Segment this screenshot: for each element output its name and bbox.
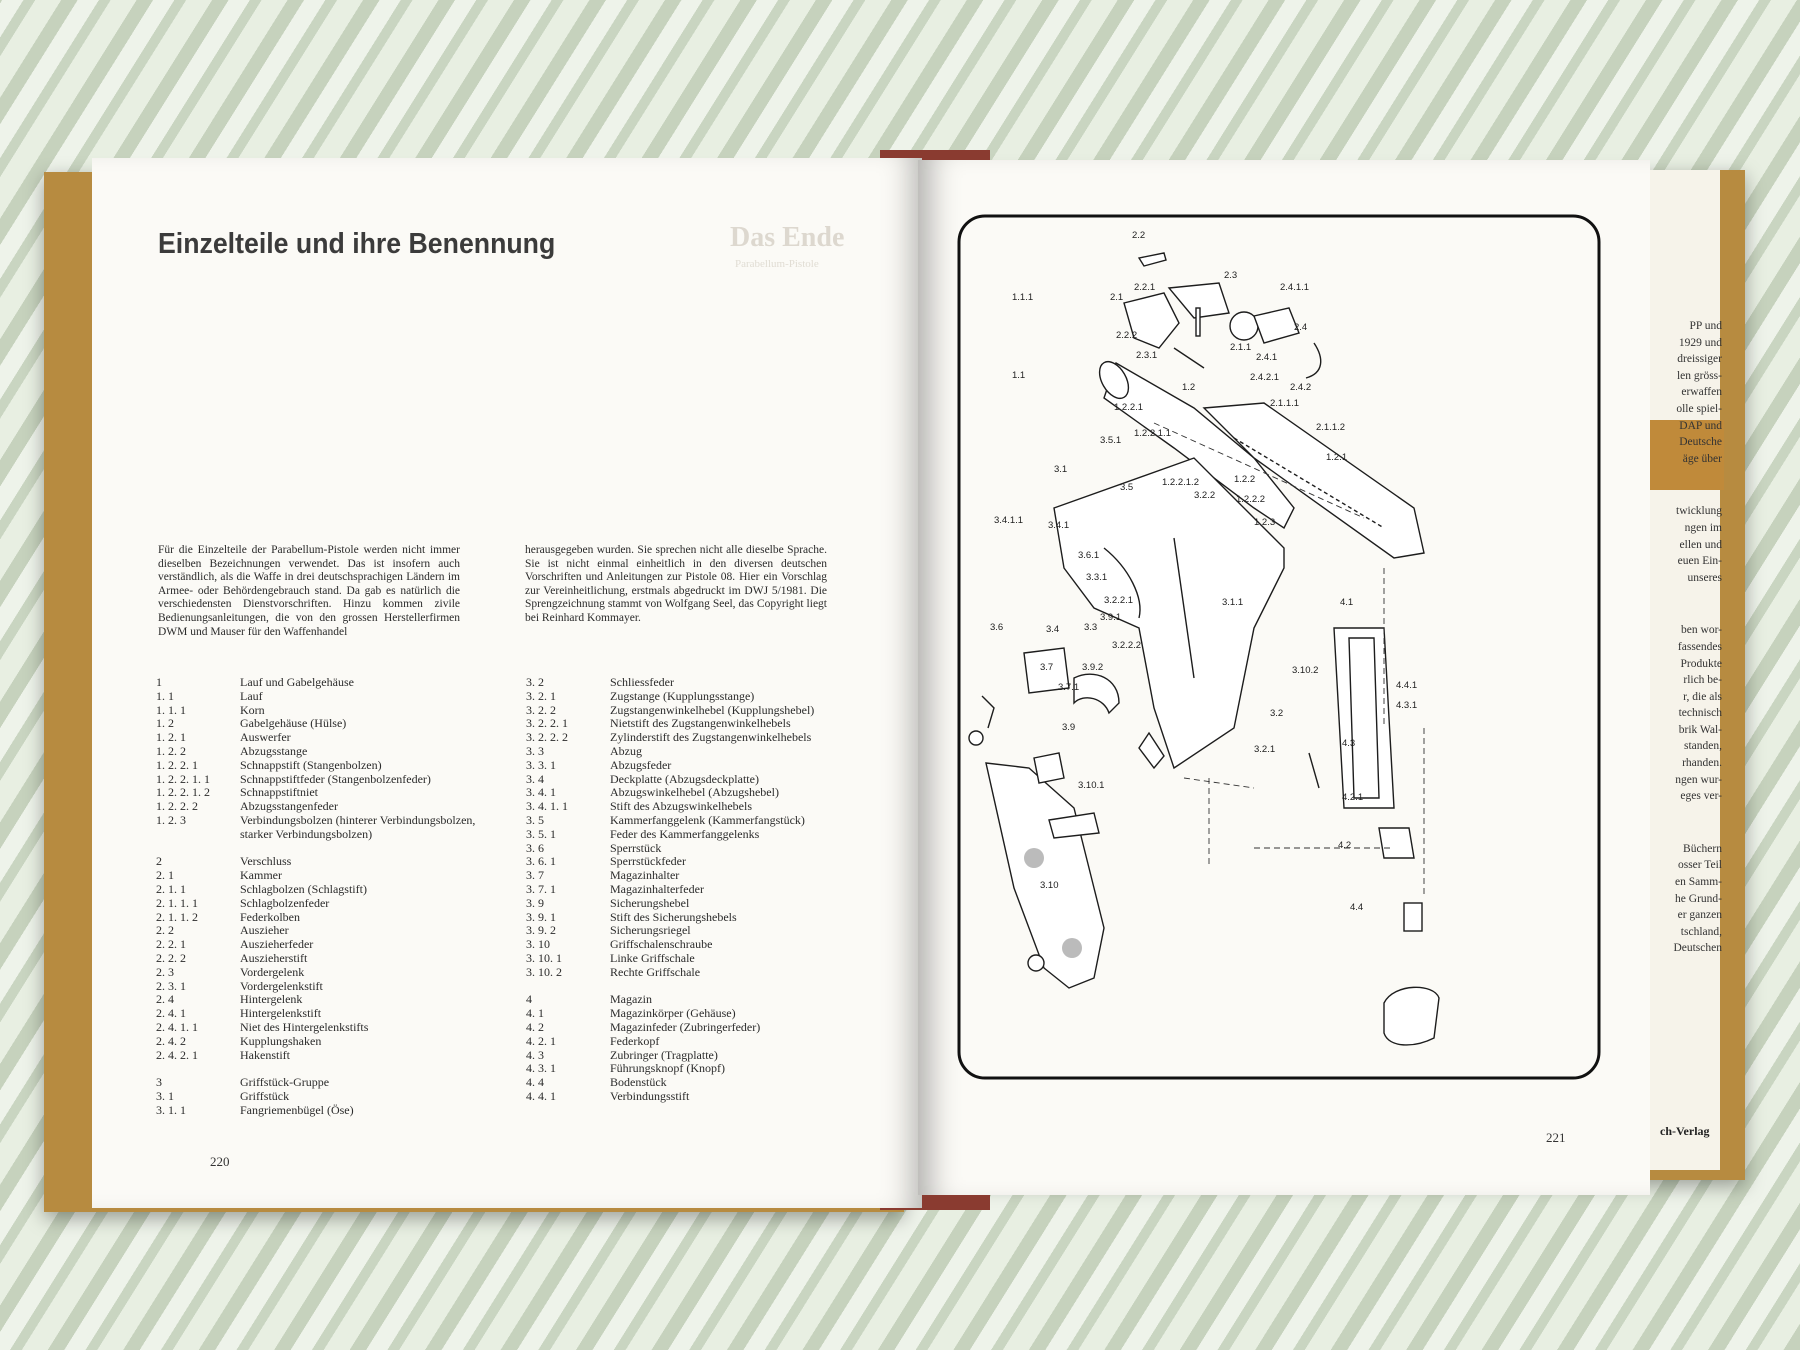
underlying-text-line: eges ver-	[1680, 790, 1722, 803]
part-number: 3. 1. 1	[156, 1102, 186, 1117]
parts-list-item	[526, 773, 856, 787]
parts-list-item	[156, 773, 486, 787]
part-name: Auswerfer	[240, 730, 291, 745]
parts-list-item	[156, 1090, 486, 1104]
parts-list-item	[526, 1049, 856, 1063]
part-callout: 1.2.2.1.1	[1134, 428, 1171, 439]
part-name: Korn	[240, 702, 265, 717]
part-name: Schlagbolzen (Schlagstift)	[240, 881, 367, 896]
parts-list-item	[526, 1062, 856, 1076]
parts-list-item	[526, 704, 856, 718]
parts-list-item	[156, 745, 486, 759]
parts-list-item	[156, 1021, 486, 1035]
part-name: Fangriemenbügel (Öse)	[240, 1102, 354, 1117]
underlying-text-line: Deutsche	[1679, 436, 1722, 449]
parts-list-item	[156, 911, 486, 925]
part-number: 3. 3	[526, 743, 544, 758]
part-callout: 3.1	[1054, 464, 1068, 475]
part-callout: 2.1.1	[1230, 342, 1252, 353]
part-name: Ausziеherfeder	[240, 937, 314, 952]
part-number: 1. 1. 1	[156, 702, 186, 717]
parts-list-column-1	[156, 676, 486, 1118]
parts-list-item	[156, 1076, 486, 1090]
parts-list-item	[526, 952, 856, 966]
parts-list-item	[156, 924, 486, 938]
part-number: 1. 2. 2. 1. 2	[156, 785, 210, 800]
underlying-text-line: r, die als	[1683, 690, 1722, 703]
part-name: Gabelgehäuse (Hülse)	[240, 716, 347, 731]
part-callout: 3.3.1	[1086, 572, 1108, 583]
page-number-left: 220	[210, 1154, 230, 1169]
part-callout: 2.1.1.1	[1270, 398, 1300, 409]
part-name: Bodenstück	[610, 1075, 667, 1090]
part-number: 3. 5	[526, 812, 544, 827]
part-callout: 1.1.1	[1012, 292, 1034, 303]
part-name: Abzugsstange	[240, 743, 308, 758]
part-number: 2. 1. 1. 1	[156, 895, 198, 910]
part-number: 1. 2. 2	[156, 743, 186, 758]
parts-list-item	[156, 1007, 486, 1021]
part-name: Stift des Sicherungshebels	[610, 909, 737, 924]
exploded-view-drawing	[954, 208, 1604, 1128]
part-name: Ausziеherstift	[240, 950, 308, 965]
parts-list-item	[526, 745, 856, 759]
part-callout: 3.3	[1084, 622, 1098, 633]
part-name: Verbindungsbolzen (hinterer Verbindungsbolzen, starker Verbindungsbolzen)	[240, 812, 476, 841]
part-name: Zugstangenwinkelhebel (Kupplungshebel)	[610, 702, 815, 717]
part-number: 2. 2. 1	[156, 937, 186, 952]
underlying-text-line: Produkte	[1680, 657, 1722, 670]
underlying-text-line: 1929 und	[1678, 336, 1722, 349]
part-name: Schnappstiftfeder (Stangenbolzenfeder)	[240, 771, 431, 786]
part-callout: 2.1	[1110, 292, 1124, 303]
parts-list-item	[526, 786, 856, 800]
part-name: Kammer	[240, 868, 282, 883]
part-number: 3. 2. 2. 1	[526, 716, 568, 731]
parts-list-item	[526, 828, 856, 842]
part-callout: 2.1.1.2	[1316, 422, 1346, 433]
underlying-text-line: rhanden.	[1682, 757, 1722, 770]
part-name: Zubringer (Tragplatte)	[610, 1047, 718, 1062]
part-name: Magazinfeder (Zubringerfeder)	[610, 1019, 761, 1034]
part-number: 4. 1	[526, 1006, 544, 1021]
parts-list-item	[526, 911, 856, 925]
part-number: 3. 7. 1	[526, 881, 556, 896]
part-number: 3. 4. 1. 1	[526, 799, 568, 814]
part-callout: 4.3	[1342, 738, 1356, 749]
underlying-text-line: he Grund-	[1675, 892, 1722, 905]
part-name: Griffstück-Gruppe	[240, 1075, 330, 1090]
part-name: Auszieher	[240, 923, 289, 938]
part-name: Sperrstückfeder	[610, 854, 686, 869]
parts-list-item	[156, 993, 486, 1007]
parts-list-item	[156, 980, 486, 994]
underlying-text-line: er ganzen	[1677, 909, 1722, 922]
underlying-text-line: fassendes	[1677, 640, 1722, 653]
part-callout: 3.2.2.2	[1112, 640, 1142, 651]
part-callout: 3.4	[1046, 624, 1060, 635]
parts-list-item	[526, 938, 856, 952]
part-number: 3	[156, 1075, 162, 1090]
underlying-text-line: euen Ein-	[1677, 555, 1722, 568]
part-number: 3. 6. 1	[526, 854, 556, 869]
part-callout: 2.3.1	[1136, 350, 1158, 361]
parts-list-column-2	[526, 676, 856, 1104]
parts-list-item	[526, 1076, 856, 1090]
part-callout: 1.2.3	[1254, 517, 1276, 528]
part-number: 2. 4. 2. 1	[156, 1047, 198, 1062]
part-name: Magazinhalter	[610, 868, 680, 883]
part-callout: 1.2.2.1.2	[1162, 477, 1199, 488]
part-number: 1. 2. 2. 2	[156, 799, 198, 814]
part-name: Magazin	[610, 992, 652, 1007]
part-name: Kupplungshaken	[240, 1033, 322, 1048]
parts-list-item	[156, 869, 486, 883]
parts-list-item	[156, 938, 486, 952]
underlying-text-line: erwaffen	[1681, 386, 1722, 399]
part-callout: 3.5.1	[1100, 435, 1122, 446]
parts-list-item	[526, 924, 856, 938]
part-callout: 3.2.1	[1254, 744, 1276, 755]
parts-list-item	[156, 1104, 486, 1118]
underlying-text-line: ben wor-	[1681, 624, 1722, 637]
part-number: 4	[526, 992, 532, 1007]
part-callout: 2.2.2	[1116, 330, 1138, 341]
parts-list-item	[526, 842, 856, 856]
part-name: Führungsknopf (Knopf)	[610, 1061, 725, 1076]
parts-list-item	[526, 855, 856, 869]
part-number: 3. 9. 2	[526, 923, 556, 938]
parts-list-item	[156, 759, 486, 773]
part-number: 3. 10	[526, 937, 550, 952]
part-callout: 4.2.1	[1342, 792, 1364, 803]
part-name: Deckplatte (Abzugsdeckplatte)	[610, 771, 759, 786]
parts-list-item	[526, 869, 856, 883]
part-callout: 3.5	[1120, 482, 1134, 493]
part-callout: 3.10.1	[1078, 780, 1105, 791]
part-number: 3. 4	[526, 771, 544, 786]
part-callout: 2.4.1.1	[1280, 282, 1310, 293]
part-name: Vordergelenkstift	[240, 978, 323, 993]
part-name: Abzugsstangenfeder	[240, 799, 338, 814]
pistol-grip-panel	[986, 763, 1104, 988]
parts-list-item	[156, 855, 486, 869]
part-number: 4. 4. 1	[526, 1088, 556, 1103]
part-callout: 4.4.1	[1396, 680, 1418, 691]
part-number: 3. 7	[526, 868, 544, 883]
part-name: Griffschalenschraube	[610, 937, 713, 952]
parts-list-item	[156, 717, 486, 731]
part-number: 3. 10. 2	[526, 964, 562, 979]
bleed-through-subtitle: Parabellum-Pistole	[735, 258, 819, 270]
part-name: Sicherungsriegel	[610, 923, 691, 938]
part-number: 2. 4. 1	[156, 1006, 186, 1021]
part-callout: 3.2.2.1	[1104, 595, 1134, 606]
part-callout: 2.3	[1224, 270, 1238, 281]
intro-text-column-2: herausgegeben wurden. Sie sprechen nicht alle dieselbe Sprache. Sie ist nicht einmal einheitlich in den diversen deutschen Vorschriften und Anleitungen zur Pistole 08. Hier ein Vorschlag zur Vereinheitlichung, erstmals abgedruckt im DWJ 5/1981. Die Sprengzeichnung stammt von Wolfgang Seel, das Copyright liegt bei Reinhard Kommayer.	[525, 544, 827, 624]
part-name: Magazinhalterfeder	[610, 881, 704, 896]
part-number: 2. 4. 1. 1	[156, 1019, 198, 1034]
part-callout: 4.4	[1350, 902, 1364, 913]
part-name: Griffstück	[240, 1088, 290, 1103]
part-name: Hintergelenkstift	[240, 1006, 322, 1021]
part-callout: 4.1	[1340, 597, 1354, 608]
part-number: 3. 9	[526, 895, 544, 910]
parts-list-item	[526, 717, 856, 731]
part-number: 4. 3	[526, 1047, 544, 1062]
part-number: 1. 2	[156, 716, 174, 731]
parts-list-item	[526, 800, 856, 814]
part-number: 4. 2. 1	[526, 1033, 556, 1048]
part-name: Abzugswinkelhebel (Abzugshebel)	[610, 785, 779, 800]
part-number: 3. 2. 2	[526, 702, 556, 717]
part-number: 1. 2. 2. 1	[156, 757, 198, 772]
underlying-text-line: rlich be-	[1683, 674, 1722, 687]
parts-list-item	[156, 786, 486, 800]
parts-list-item	[526, 814, 856, 828]
part-number: 1. 2. 1	[156, 730, 186, 745]
part-callout: 3.4.1	[1048, 520, 1070, 531]
parts-list-item	[526, 676, 856, 690]
part-number: 2. 4. 2	[156, 1033, 186, 1048]
underlying-text-line: standen,	[1683, 740, 1722, 753]
part-number: 4. 2	[526, 1019, 544, 1034]
part-callout: 3.7	[1040, 662, 1054, 673]
part-name: Stift des Abzugswinkelhebels	[610, 799, 752, 814]
part-callout: 3.9	[1062, 722, 1076, 733]
part-callout: 1.2.1	[1326, 452, 1348, 463]
part-name: Schlagbolzenfeder	[240, 895, 330, 910]
part-number: 3. 2	[526, 675, 544, 689]
part-number: 2. 2	[156, 923, 174, 938]
parts-list-item	[156, 952, 486, 966]
parts-list-item	[156, 731, 486, 745]
bleed-through-title: Das Ende	[730, 222, 845, 253]
part-number: 2. 1. 1	[156, 881, 186, 896]
part-name: Schliessfeder	[610, 675, 674, 689]
part-number: 2. 1	[156, 868, 174, 883]
part-number: 3. 9. 1	[526, 909, 556, 924]
page-title: Einzelteile und ihre Benennung	[158, 228, 556, 260]
part-callout: 1.1	[1012, 370, 1026, 381]
part-name: Zugstange (Kupplungsstange)	[610, 688, 755, 703]
part-callout: 4.2	[1338, 840, 1352, 851]
underlying-text-line: ellen und	[1679, 538, 1722, 551]
part-callout: 3.4.1.1	[994, 515, 1024, 526]
underlying-text-line: DAP und	[1679, 419, 1722, 432]
underlying-text-line: äge über	[1682, 452, 1722, 465]
underlying-text-line: dreissiger	[1677, 353, 1722, 366]
part-number: 4. 4	[526, 1075, 544, 1090]
part-callout: 1.2.2	[1234, 474, 1256, 485]
parts-list-item	[156, 800, 486, 814]
list-spacer	[156, 842, 486, 856]
parts-list-item	[156, 704, 486, 718]
part-name: Lauf	[240, 688, 263, 703]
underlying-text-line: Deutschen	[1673, 942, 1722, 955]
part-number: 3. 1	[156, 1088, 174, 1103]
part-callout: 4.3.1	[1396, 700, 1418, 711]
part-callout: 3.6	[990, 622, 1004, 633]
underlying-text-line: unseres	[1687, 571, 1722, 584]
part-name: Schnappstiftniet	[240, 785, 318, 800]
part-callout: 2.4.2	[1290, 382, 1312, 393]
part-name: Zylinderstift des Zugstangenwinkelhebels	[610, 730, 812, 745]
part-number: 3. 10. 1	[526, 950, 562, 965]
part-callout: 3.9.1	[1100, 612, 1122, 623]
parts-list-item	[156, 883, 486, 897]
part-name: Verbindungsstift	[610, 1088, 690, 1103]
part-name: Lauf und Gabelgehäuse	[240, 675, 354, 689]
part-number: 3. 2. 1	[526, 688, 556, 703]
parts-list-item	[526, 690, 856, 704]
part-name: Verschluss	[240, 854, 292, 869]
parts-list-item	[526, 966, 856, 980]
parts-list-item	[156, 676, 486, 690]
part-callout: 3.6.1	[1078, 550, 1100, 561]
part-name: Abzug	[610, 743, 642, 758]
parts-list-item	[526, 1090, 856, 1104]
publisher-label: ch-Verlag	[1660, 1124, 1710, 1138]
part-number: 2. 3	[156, 964, 174, 979]
part-number: 4. 3. 1	[526, 1061, 556, 1076]
part-name: Nietstift des Zugstangenwinkelhebels	[610, 716, 791, 731]
part-name: Magazinkörper (Gehäuse)	[610, 1006, 736, 1021]
part-number: 1. 2. 2. 1. 1	[156, 771, 210, 786]
part-callout: 2.4.1	[1256, 352, 1278, 363]
underlying-text-line: olle spiel-	[1676, 402, 1722, 415]
part-callout: 2.2	[1132, 230, 1146, 241]
list-spacer	[156, 1062, 486, 1076]
underlying-text-line: technisch	[1678, 707, 1722, 720]
part-number: 1. 2. 3	[156, 812, 186, 827]
part-number: 2. 4	[156, 992, 174, 1007]
part-name: Schnappstift (Stangenbolzen)	[240, 757, 382, 772]
underlying-text-line: en Samm-	[1675, 876, 1722, 889]
part-name: Rechte Griffschale	[610, 964, 701, 979]
parts-list-item	[156, 1049, 486, 1063]
underlying-text-line: Büchern	[1683, 842, 1722, 855]
parts-list-item	[156, 966, 486, 980]
underlying-text-line: len gröss-	[1676, 369, 1722, 382]
underlying-text-line: brik Wal-	[1678, 723, 1722, 736]
underlying-text-line: PP und	[1689, 320, 1722, 332]
parts-list-item	[526, 731, 856, 745]
parts-list-item	[526, 1035, 856, 1049]
part-name: Linke Griffschale	[610, 950, 695, 965]
parts-list-item	[156, 1035, 486, 1049]
part-name: Hakenstift	[240, 1047, 290, 1062]
underlying-text-line: ngen wur-	[1675, 773, 1722, 786]
parts-list-item	[526, 993, 856, 1007]
part-name: Sperrstück	[610, 840, 662, 855]
underlying-text-line: twicklung	[1676, 505, 1722, 518]
page-number-right: 221	[1546, 1130, 1566, 1145]
underlying-page-text	[1648, 318, 1722, 957]
part-name: Niet des Hintergelenkstifts	[240, 1019, 369, 1034]
part-callout: 2.4.2.1	[1250, 372, 1280, 383]
part-name: Abzugsfeder	[610, 757, 672, 772]
part-number: 1	[156, 675, 162, 689]
part-callout: 2.2.1	[1134, 282, 1156, 293]
part-callout: 2.4	[1294, 322, 1308, 333]
parts-list-item	[526, 1007, 856, 1021]
part-callout: 3.9.2	[1082, 662, 1104, 673]
part-number: 3. 5. 1	[526, 826, 556, 841]
part-number: 2. 2. 2	[156, 950, 186, 965]
parts-list-item	[526, 1021, 856, 1035]
part-callout: 1.2.2.1	[1114, 402, 1144, 413]
part-callout: 3.1.1	[1222, 597, 1244, 608]
part-name: Kammerfanggelenk (Kammerfangstück)	[610, 812, 805, 827]
part-number: 2	[156, 854, 162, 869]
part-name: Feder des Kammerfanggelenks	[610, 826, 760, 841]
part-name: Vordergelenk	[240, 964, 305, 979]
list-spacer	[526, 980, 856, 994]
part-name: Federkopf	[610, 1033, 660, 1048]
part-number: 2. 1. 1. 2	[156, 909, 198, 924]
parts-list-item	[156, 814, 486, 842]
underlying-text-line: osser Teil	[1677, 859, 1722, 872]
part-number: 2. 3. 1	[156, 978, 186, 993]
part-callout: 1.2.2.2	[1236, 494, 1266, 505]
part-number: 3. 3. 1	[526, 757, 556, 772]
part-callout: 3.10.2	[1292, 665, 1319, 676]
parts-list-item	[526, 883, 856, 897]
part-number: 1. 1	[156, 688, 174, 703]
part-number: 3. 6	[526, 840, 544, 855]
intro-text-column-1: Für die Einzelteile der Parabellum-Pistole werden nicht immer dieselben Bezeichnungen verwendet. Das ist insofern auch verständlich, als die Waffe in drei deutschsprachigen Ländern im Armee- oder Behördengebrauch stand. Da gab es natürlich die verschiedensten Dienstvorschriften. Hinzu kommen zivile Bedienungsanleitungen, die von den grossen Herstellerfirmen DWM und Mauser für den Waffenhandel	[158, 544, 460, 638]
part-callout: 1.2	[1182, 382, 1196, 393]
part-name: Hintergelenk	[240, 992, 303, 1007]
part-number: 3. 4. 1	[526, 785, 556, 800]
parts-list-item	[156, 897, 486, 911]
part-callout: 3.2.2	[1194, 490, 1216, 501]
part-name: Sicherungshebel	[610, 895, 690, 910]
parts-list-item	[156, 690, 486, 704]
part-callout: 3.10	[1040, 880, 1059, 891]
part-name: Federkolben	[240, 909, 300, 924]
parts-list-item	[526, 897, 856, 911]
part-number: 3. 2. 2. 2	[526, 730, 568, 745]
underlying-text-line: ngen im	[1684, 521, 1722, 534]
part-callout: 3.2	[1270, 708, 1284, 719]
underlying-text-line: tschland,	[1680, 925, 1722, 938]
part-callout: 3.7.1	[1058, 682, 1080, 693]
parts-list-item	[526, 759, 856, 773]
